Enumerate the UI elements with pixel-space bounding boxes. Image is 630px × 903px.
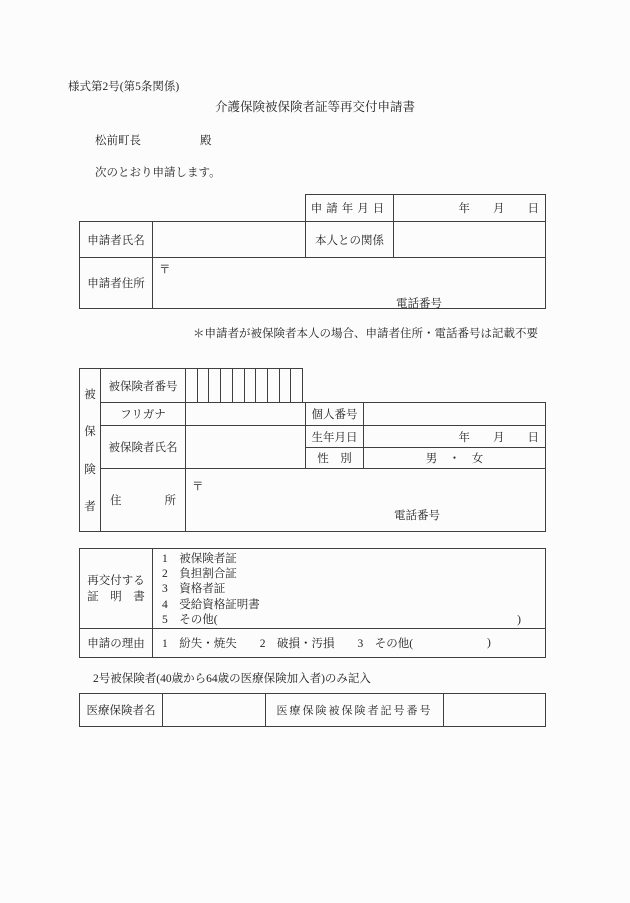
addressee: 松前町長 <box>95 135 141 147</box>
reissue-label <box>79 548 153 629</box>
side-char: 被 <box>84 388 96 401</box>
insured-number-digit-box[interactable] <box>268 369 280 402</box>
personal-number-input[interactable] <box>363 402 546 426</box>
applicant-name-label: 申請者氏名 <box>79 221 153 258</box>
insured-number-boxes[interactable] <box>185 368 303 403</box>
side-char: 者 <box>84 501 96 514</box>
side-char: 険 <box>84 463 96 476</box>
address-label-char: 住 <box>110 495 122 507</box>
reissue-option[interactable]: 1 被保険者証 <box>162 553 237 565</box>
personal-number-label: 個人番号 <box>305 402 364 426</box>
reason-option-text[interactable]: 1 紛失・焼失 2 破損・汚損 3 その他( <box>162 638 414 650</box>
furigana-input[interactable] <box>185 402 306 426</box>
reason-label: 申請の理由 <box>79 628 153 658</box>
insured-number-digit-box[interactable] <box>245 369 257 402</box>
applicant-address-label: 申請者住所 <box>79 257 153 309</box>
reason-close-paren: ) <box>487 637 491 649</box>
medical-insurer-label: 医療保険者名 <box>79 693 163 727</box>
postal-mark: 〒 <box>159 264 171 276</box>
applicant-address-input[interactable] <box>152 257 546 309</box>
insured-name-label: 被保険者氏名 <box>100 425 186 469</box>
applicant-note: ＊申請者が被保険者本人の場合、申請者住所・電話番号は記載不要 <box>193 328 538 340</box>
reissue-option[interactable]: 2 負担割合証 <box>162 568 237 581</box>
insured-number-digit-box[interactable] <box>198 369 210 402</box>
insured-number-digit-box[interactable] <box>221 369 233 402</box>
insured-address-label <box>100 468 186 532</box>
insured-address-input[interactable] <box>185 468 546 532</box>
birthdate-label: 生年月日 <box>305 425 364 448</box>
relation-label: 本人との関係 <box>305 221 394 258</box>
reissue-options[interactable] <box>152 548 546 629</box>
reason-options[interactable] <box>152 628 546 658</box>
applicant-name-input[interactable] <box>152 221 306 258</box>
insured-side-label <box>79 368 101 532</box>
intro-text: 次のとおり申請します。 <box>95 167 221 179</box>
form-number: 様式第2号(第5条関係) <box>68 81 180 93</box>
insured-number-label: 被保険者番号 <box>100 368 186 403</box>
insured-number-digit-box[interactable] <box>209 369 221 402</box>
reissue-other-close-paren: ) <box>517 613 521 626</box>
reissue-label-line1: 再交付する <box>87 574 145 587</box>
reissue-label-line2: 証 明 書 <box>87 590 145 603</box>
applicant-phone-label: 電話番号 <box>396 298 442 310</box>
medical-section-note: 2号被保険者(40歳から64歳の医療保険加入者)のみ記入 <box>93 673 371 685</box>
reissue-option[interactable]: 4 受給資格証明書 <box>162 598 260 611</box>
side-char: 保 <box>84 426 96 439</box>
medical-symbol-input[interactable] <box>443 693 546 727</box>
sex-field[interactable]: 男 ・ 女 <box>363 447 546 469</box>
birthdate-field[interactable]: 年 月 日 <box>363 425 546 448</box>
application-date-label: 申請年月日 <box>305 194 394 222</box>
reissue-other-label: 5 その他( <box>162 613 218 626</box>
reissue-option[interactable]: 3 資格者証 <box>162 583 226 596</box>
insured-number-digit-box[interactable] <box>256 369 268 402</box>
address-label-char: 所 <box>164 495 176 507</box>
insured-number-digit-box[interactable] <box>280 369 292 402</box>
insured-number-digit-box[interactable] <box>186 369 198 402</box>
reissue-option-other[interactable] <box>153 613 545 628</box>
medical-symbol-label: 医療保険被保険者記号番号 <box>265 693 444 727</box>
insured-phone-label: 電話番号 <box>394 510 440 522</box>
insured-name-input[interactable] <box>185 425 306 469</box>
sex-label: 性 別 <box>305 447 364 469</box>
page-title: 介護保険被保険者証等再交付申請書 <box>214 100 415 114</box>
application-date-field[interactable]: 年 月 日 <box>393 194 546 222</box>
medical-insurer-input[interactable] <box>162 693 266 727</box>
furigana-label: フリガナ <box>100 402 186 426</box>
addressee-honorific: 殿 <box>200 135 212 147</box>
insured-number-digit-box[interactable] <box>233 369 245 402</box>
insured-number-digit-box[interactable] <box>291 369 302 402</box>
relation-input[interactable] <box>393 221 546 258</box>
postal-mark: 〒 <box>192 481 204 493</box>
